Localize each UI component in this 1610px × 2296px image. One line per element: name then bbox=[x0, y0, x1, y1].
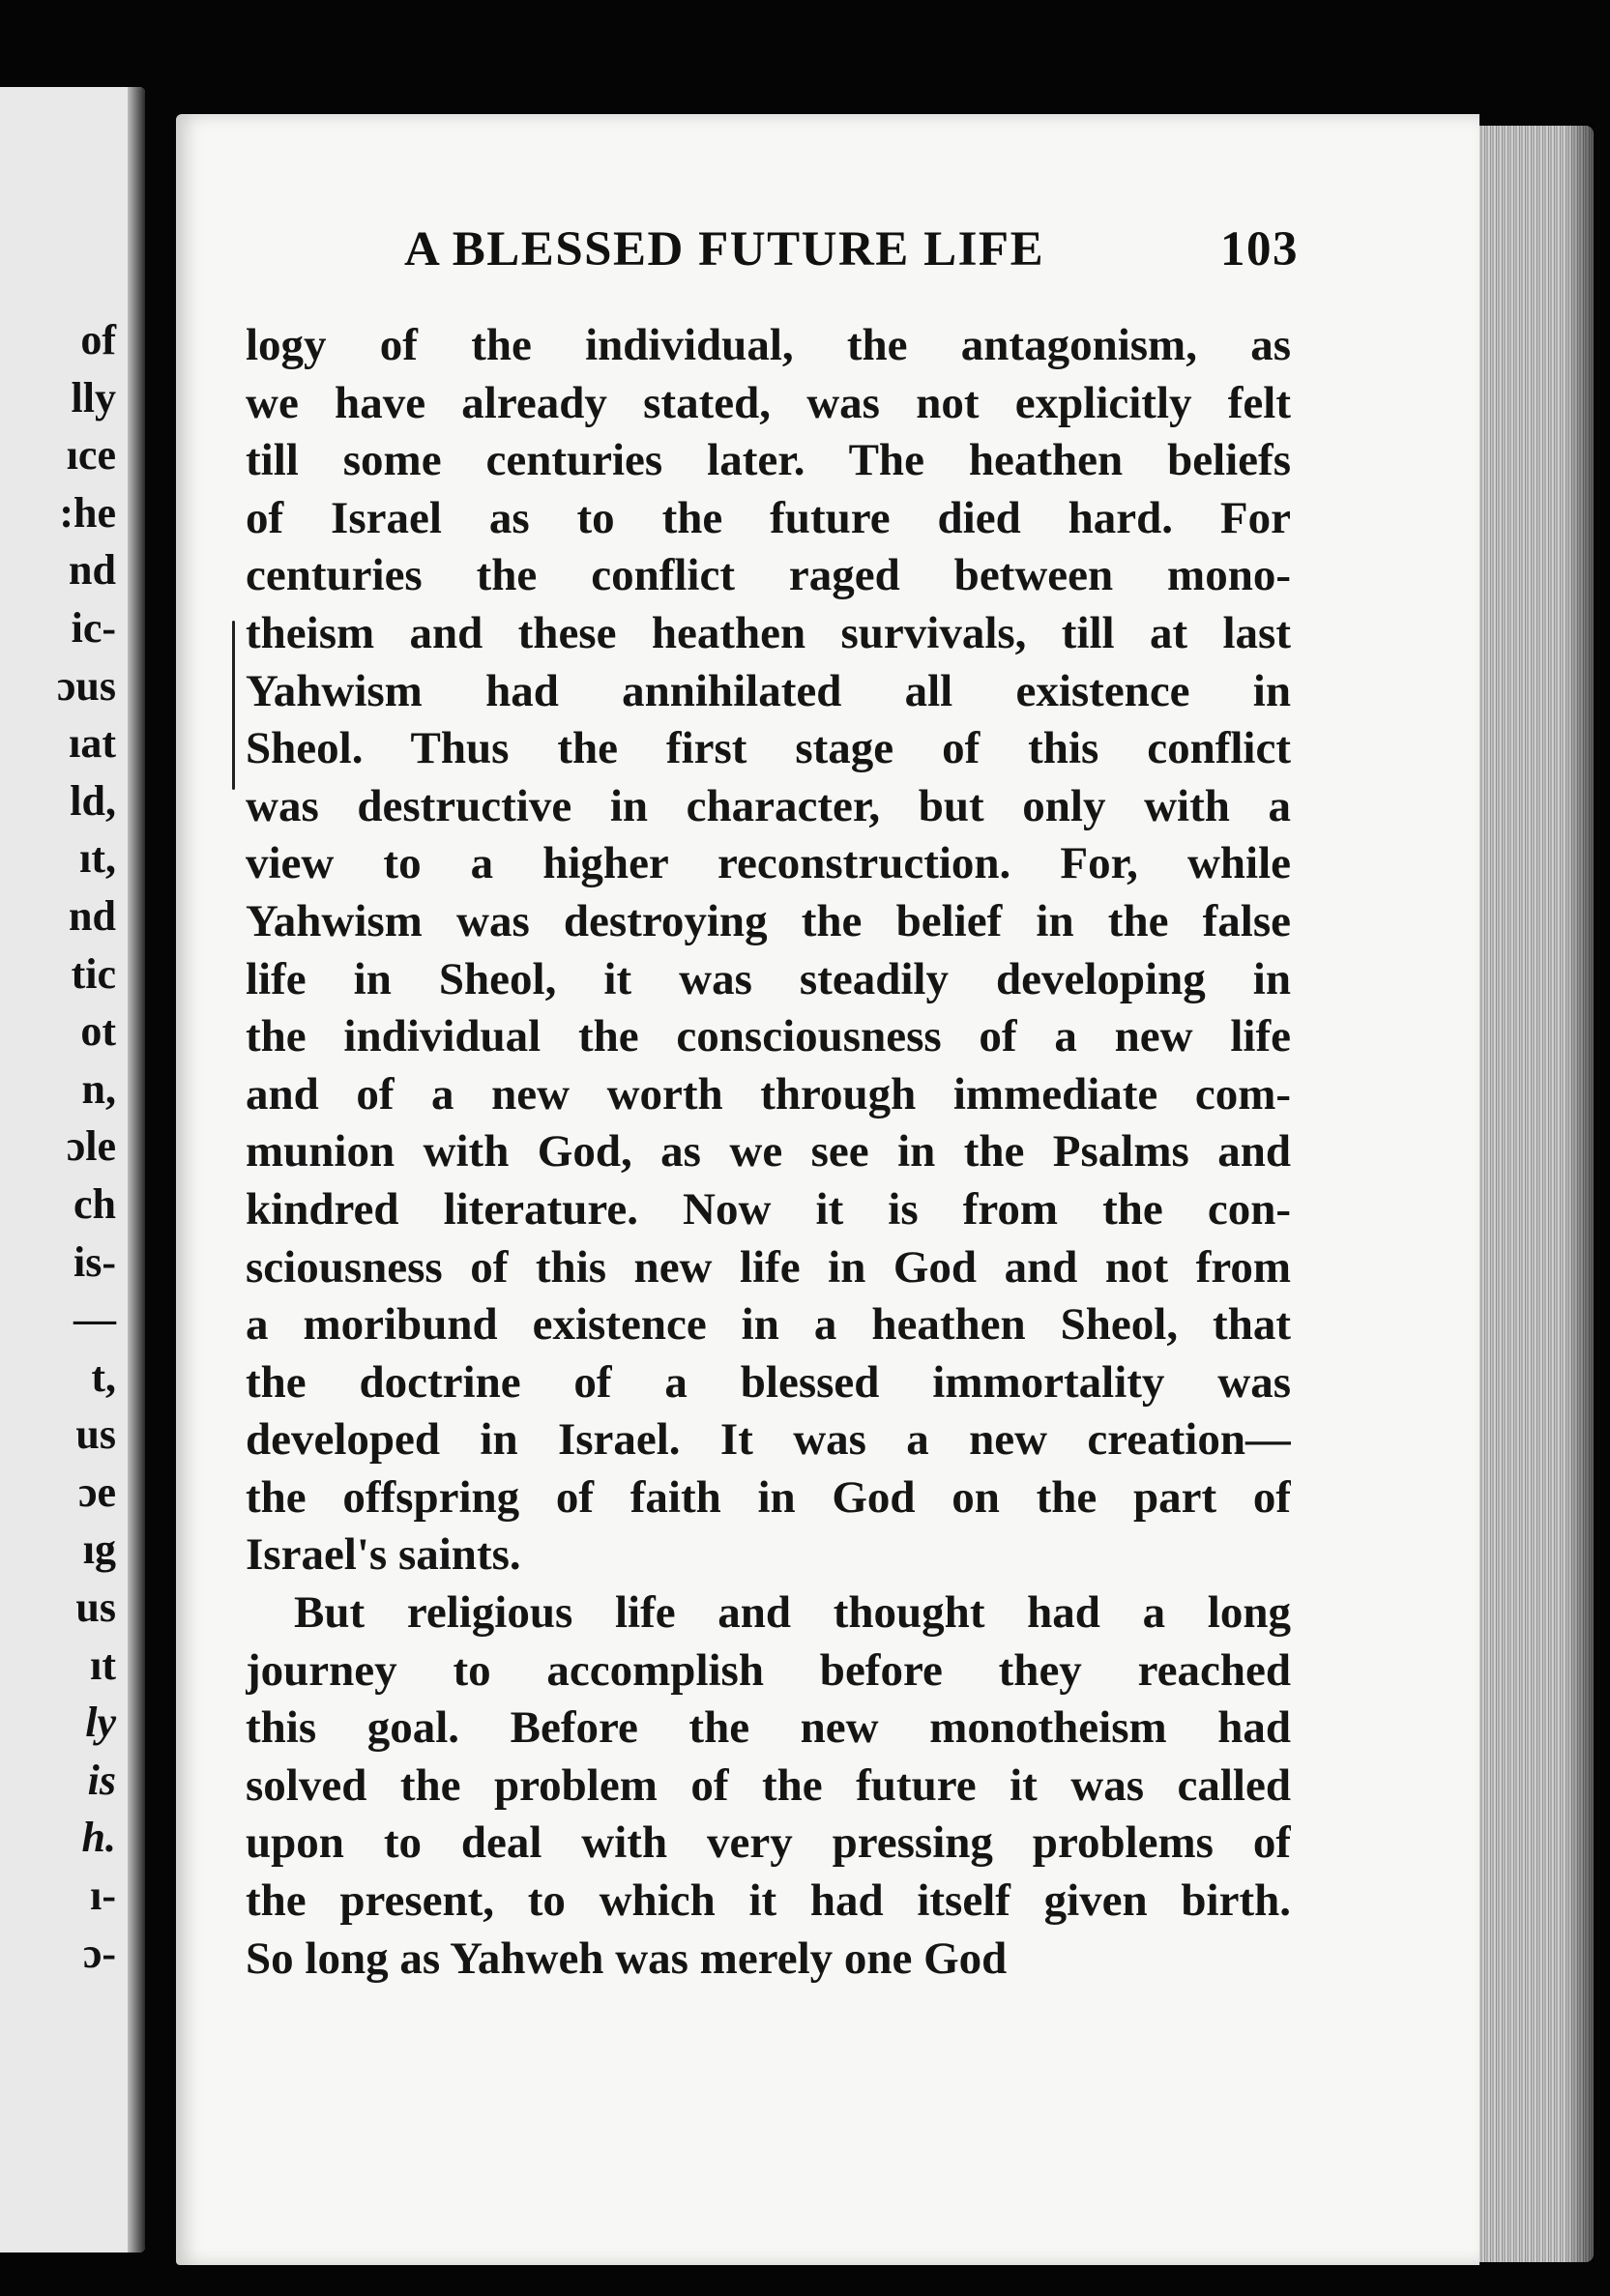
facing-page-fragment: lly bbox=[71, 373, 116, 421]
text-line: life in Sheol, it was steadily developing in bbox=[246, 953, 1291, 1004]
body-text bbox=[246, 317, 1291, 1988]
text-line: the present, to which it had itself given birth. bbox=[246, 1875, 1291, 1927]
facing-page-fragment: ıt, bbox=[79, 834, 116, 883]
text-line: theism and these heathen survivals, till at last bbox=[246, 607, 1291, 658]
text-line: a moribund existence in a heathen Sheol, that bbox=[246, 1299, 1291, 1351]
facing-page bbox=[0, 87, 145, 2252]
facing-page-fragment: ly bbox=[85, 1699, 116, 1747]
text-line: So long as Yahweh was merely one God bbox=[246, 1933, 1008, 1984]
text-line: Sheol. Thus the first stage of this conflict bbox=[246, 723, 1291, 774]
page-number: 103 bbox=[1220, 222, 1299, 276]
facing-page-fragment: nd bbox=[69, 891, 116, 940]
facing-page-fragment: ɔus bbox=[56, 661, 116, 710]
facing-page-fragment: ıat bbox=[69, 719, 116, 768]
facing-page-fragment: :he bbox=[59, 488, 116, 537]
text-line: and of a new worth through immediate com- bbox=[246, 1068, 1291, 1119]
facing-page-fragment: ıce bbox=[66, 431, 116, 480]
facing-page-fragment: n, bbox=[81, 1064, 116, 1113]
facing-page-fragment: ic- bbox=[71, 603, 116, 652]
facing-page-fragment: ɔ- bbox=[82, 1929, 116, 1977]
page-block-fore-edge bbox=[1468, 126, 1594, 2262]
text-line: logy of the individual, the antagonism, as bbox=[246, 320, 1291, 370]
facing-page-fragment: h. bbox=[81, 1814, 116, 1862]
text-line: this goal. Before the new monotheism had bbox=[246, 1702, 1291, 1754]
facing-page-fragment: ld, bbox=[70, 776, 116, 825]
text-line: munion with God, as we see in the Psalms and bbox=[246, 1126, 1291, 1177]
text-line: till some centuries later. The heathen beliefs bbox=[246, 435, 1291, 486]
text-line: Israel's saints. bbox=[246, 1529, 521, 1581]
facing-page-fragment: ıg bbox=[82, 1526, 116, 1574]
facing-page-fragment: ch bbox=[73, 1179, 116, 1228]
facing-page-text-fragments bbox=[57, 311, 116, 1982]
text-line: the individual the consciousness of a new life bbox=[246, 1011, 1291, 1062]
text-line: solved the problem of the future it was called bbox=[246, 1759, 1291, 1811]
facing-page-fragment: tic bbox=[71, 949, 116, 998]
facing-page-fragment: us bbox=[75, 1584, 116, 1632]
text-line: the doctrine of a blessed immortality was bbox=[246, 1356, 1291, 1408]
text-line: we have already stated, was not explicitly felt bbox=[246, 377, 1291, 428]
text-line: Yahwism was destroying the belief in the false bbox=[246, 895, 1291, 946]
facing-page-gutter bbox=[128, 87, 145, 2252]
facing-page-fragment: ɔe bbox=[77, 1468, 116, 1516]
text-line: sciousness of this new life in God and not from bbox=[246, 1241, 1291, 1293]
facing-page-fragment: is bbox=[87, 1756, 116, 1804]
facing-page-fragment: t, bbox=[91, 1352, 116, 1401]
running-title: A BLESSED FUTURE LIFE bbox=[404, 222, 1045, 276]
text-line: journey to accomplish before they reached bbox=[246, 1644, 1291, 1696]
text-line: centuries the conflict raged between mono- bbox=[246, 550, 1291, 601]
facing-page-fragment: ot bbox=[80, 1007, 116, 1056]
facing-page-fragment: ıt bbox=[90, 1641, 116, 1689]
facing-page-fragment: ı- bbox=[90, 1872, 116, 1920]
margin-pencil-mark bbox=[232, 621, 235, 790]
text-line: was destructive in character, but only with a bbox=[246, 780, 1291, 831]
facing-page-fragment: of bbox=[80, 316, 116, 363]
facing-page-fragment: ɔle bbox=[66, 1122, 116, 1171]
text-line: the offspring of faith in God on the part of bbox=[246, 1471, 1291, 1523]
facing-page-fragment: is- bbox=[73, 1237, 116, 1286]
text-line: view to a higher reconstruction. For, while bbox=[246, 838, 1291, 889]
text-line: Yahwism had annihilated all existence in bbox=[246, 665, 1291, 716]
facing-page-fragment: nd bbox=[69, 546, 116, 595]
running-head bbox=[404, 218, 1299, 281]
text-line: developed in Israel. It was a new creation— bbox=[246, 1414, 1291, 1466]
text-line: upon to deal with very pressing problems of bbox=[246, 1817, 1291, 1869]
facing-page-fragment: us bbox=[75, 1410, 116, 1459]
text-line: But religious life and thought had a long bbox=[294, 1587, 1291, 1639]
text-line: kindred literature. Now it is from the con- bbox=[246, 1183, 1291, 1235]
facing-page-fragment: — bbox=[73, 1295, 116, 1344]
text-line: of Israel as to the future died hard. For bbox=[246, 492, 1291, 543]
